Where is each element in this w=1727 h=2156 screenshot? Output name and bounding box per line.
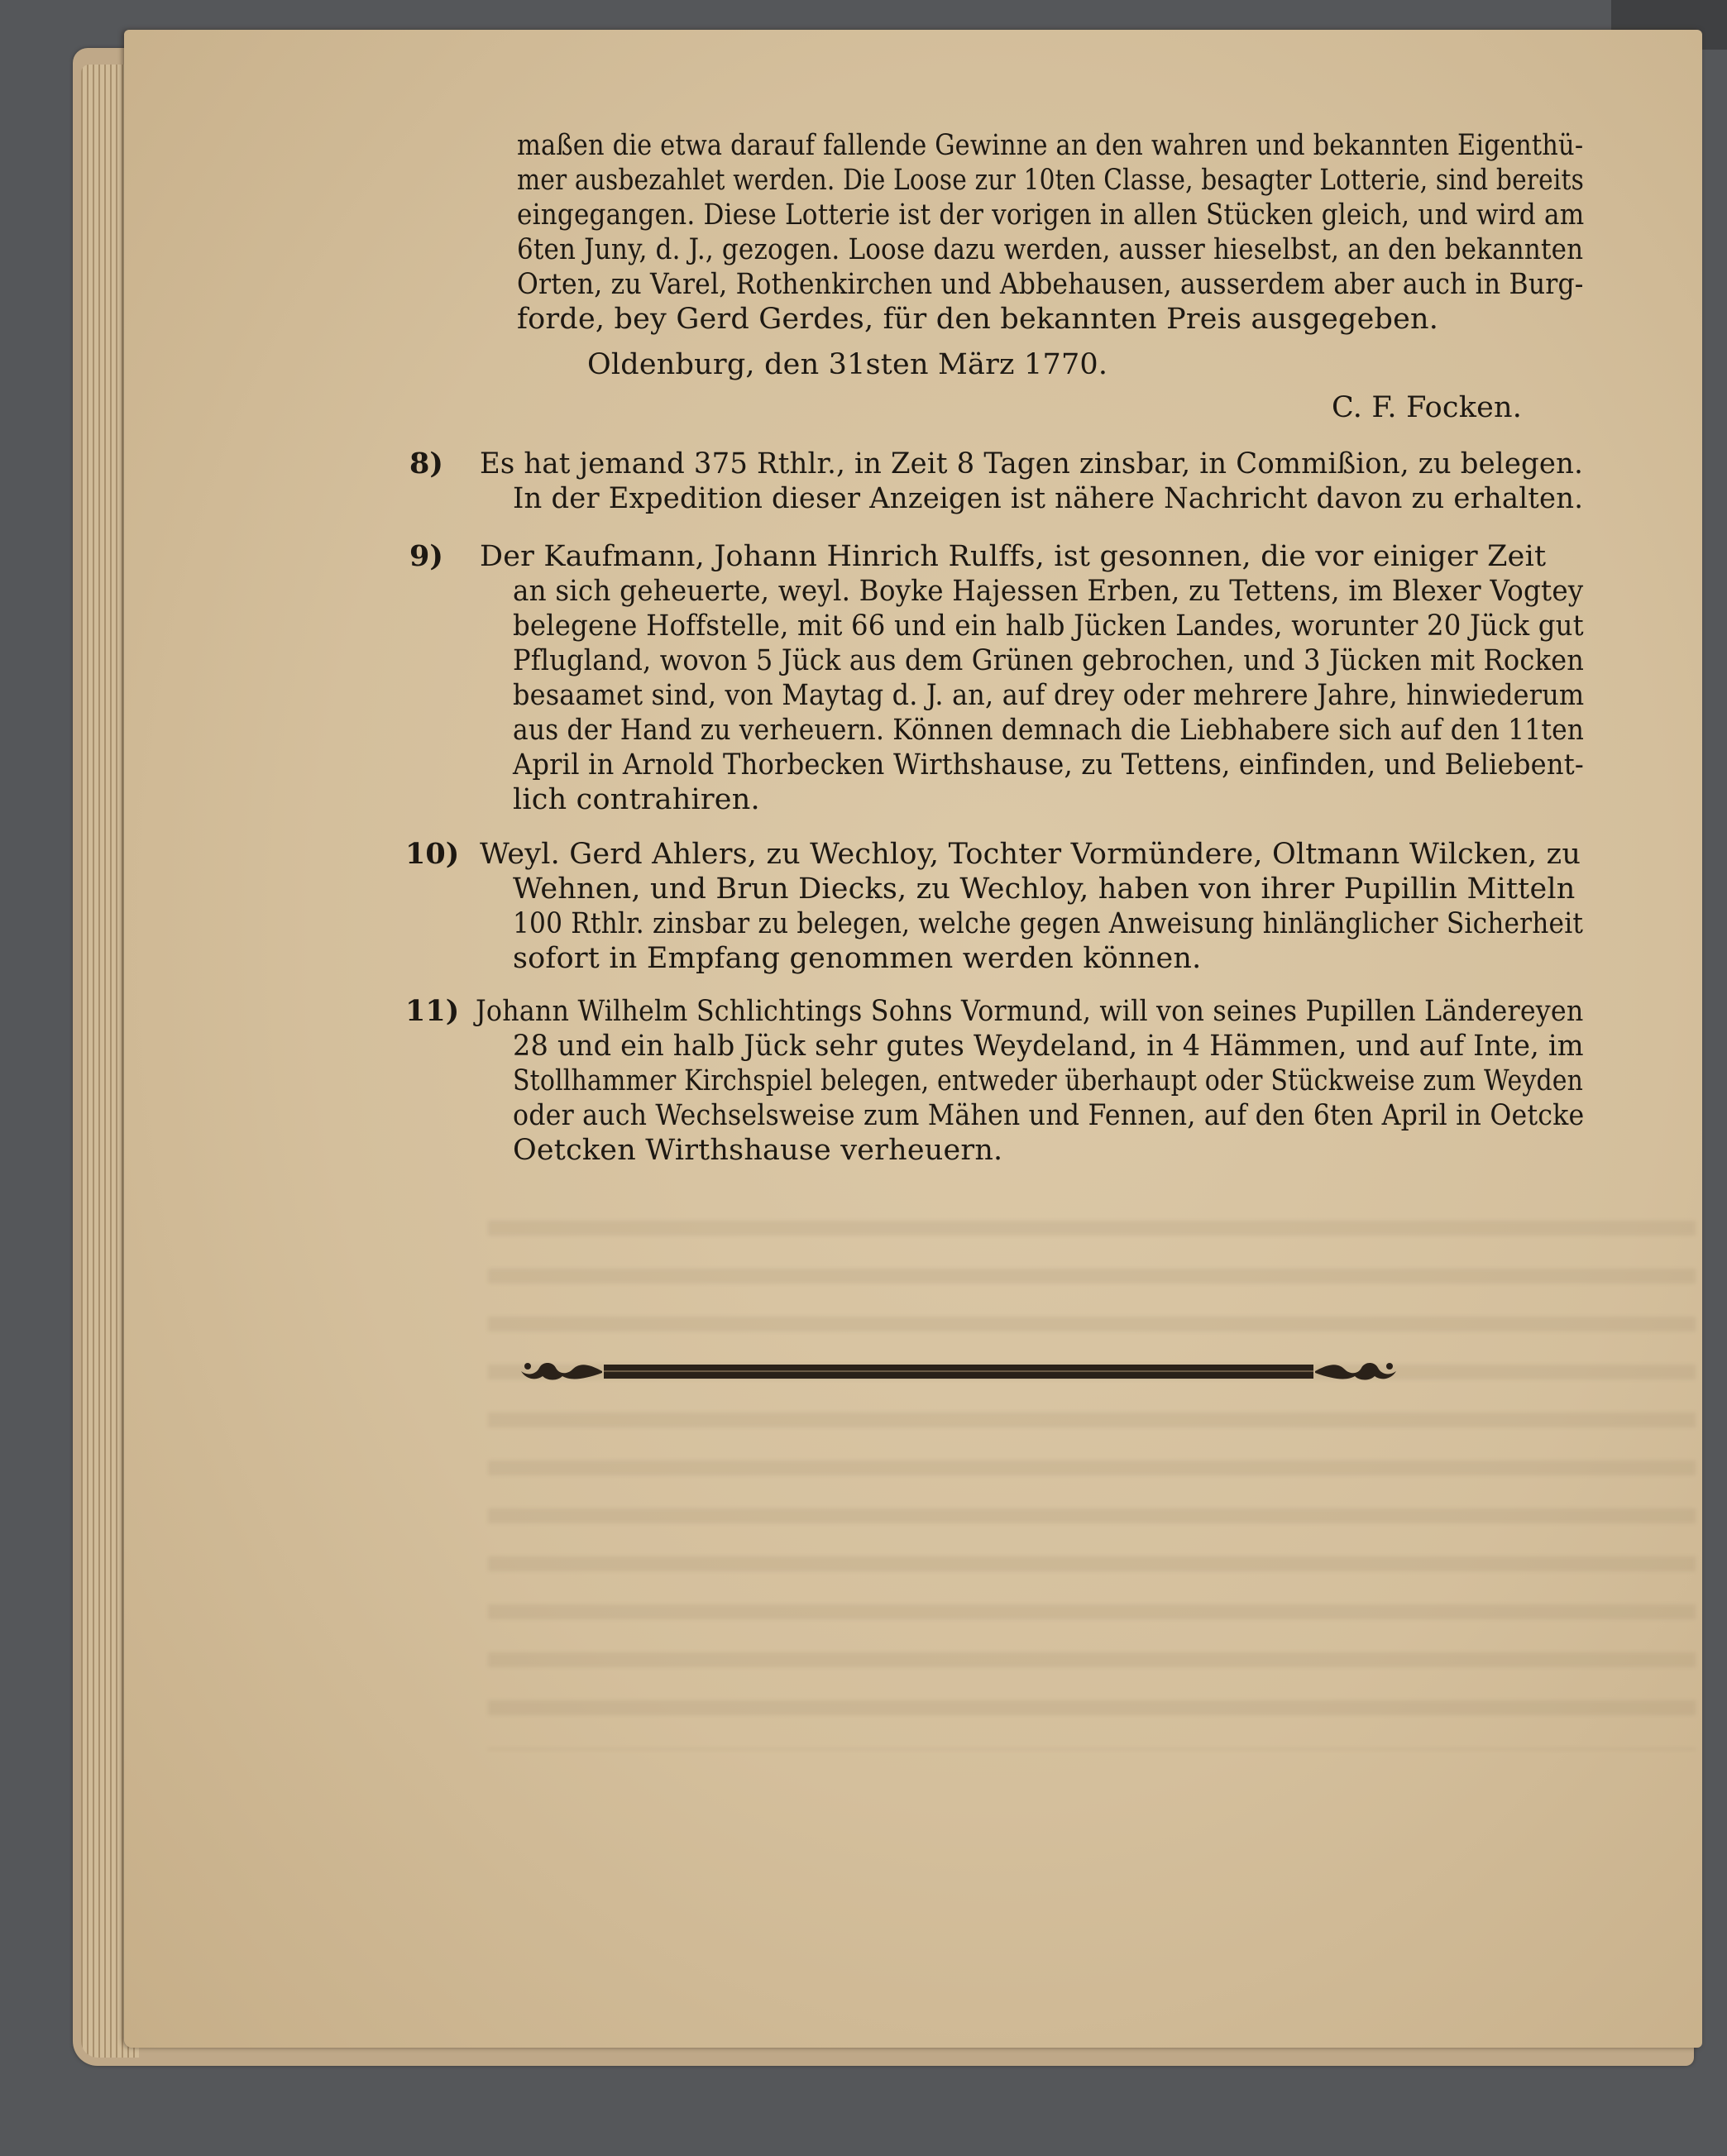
text-line: Weyl. Gerd Ahlers, zu Wechloy, Tochter Vormündere, Oltmann Wilcken, zu bbox=[480, 838, 1581, 871]
text-line: besaamet sind, von Maytag d. J. an, auf drey oder mehrere Jahre, hinwiederum bbox=[513, 679, 1585, 712]
text-line: Johann Wilhelm Schlichtings Sohns Vormund, will von seines Pupillen Ländereyen bbox=[476, 995, 1584, 1028]
text-line: April in Arnold Thorbecken Wirthshause, zu Tettens, einfinden, und Beliebent- bbox=[513, 748, 1584, 782]
text-line: belegene Hoffstelle, mit 66 und ein halb Jücken Landes, worunter 20 Jück gut bbox=[513, 610, 1584, 643]
item-number: 11) bbox=[405, 994, 460, 1028]
dateline: Oldenburg, den 31sten März 1770. bbox=[587, 348, 1108, 381]
text-line: aus der Hand zu verheuern. Können demnach die Liebhabere sich auf den 11ten bbox=[513, 714, 1585, 747]
item-number: 8) bbox=[409, 447, 443, 480]
text-line: Orten, zu Varel, Rothenkirchen und Abbehausen, ausserdem aber auch in Burg- bbox=[517, 268, 1584, 301]
ornamental-rule bbox=[513, 1355, 1404, 1388]
text-line: eingegangen. Diese Lotterie ist der vorigen in allen Stücken gleich, und wird am bbox=[517, 198, 1585, 232]
right-flourish-icon bbox=[1313, 1355, 1404, 1388]
text-line: mer ausbezahlet werden. Die Loose zur 10ten Classe, besagter Lotterie, sind bereits bbox=[517, 164, 1584, 197]
text-line: an sich geheuerte, weyl. Boyke Hajessen Erben, zu Tettens, im Blexer Vogtey bbox=[513, 575, 1584, 608]
text-line: 100 Rthlr. zinsbar zu belegen, welche gegen Anweisung hinlänglicher Sicherheit bbox=[513, 907, 1584, 940]
text-line: sofort in Empfang genommen werden können. bbox=[513, 942, 1202, 975]
text-line: Stollhammer Kirchspiel belegen, entweder überhaupt oder Stückweise zum Weyden bbox=[513, 1064, 1584, 1097]
text-line: Es hat jemand 375 Rthlr., in Zeit 8 Tagen zinsbar, in Commißion, zu belegen. bbox=[480, 447, 1584, 480]
text-line: maßen die etwa darauf fallende Gewinne an den wahren und bekannten Eigenthü- bbox=[517, 129, 1584, 162]
rule-bar bbox=[604, 1365, 1313, 1379]
signature: C. F. Focken. bbox=[1332, 391, 1523, 424]
left-flourish-icon bbox=[513, 1355, 604, 1388]
text-line: Der Kaufmann, Johann Hinrich Rulffs, ist gesonnen, die vor einiger Zeit bbox=[480, 540, 1547, 573]
text-line: Oetcken Wirthshause verheuern. bbox=[513, 1134, 1003, 1167]
text-line: In der Expedition dieser Anzeigen ist nähere Nachricht davon zu erhalten. bbox=[513, 482, 1584, 515]
item-number: 9) bbox=[409, 539, 443, 573]
text-line: 6ten Juny, d. J., gezogen. Loose dazu werden, ausser hieselbst, an den bekannten bbox=[517, 233, 1584, 266]
text-line: Wehnen, und Brun Diecks, zu Wechloy, haben von ihrer Pupillin Mitteln bbox=[513, 872, 1576, 906]
text-line: 28 und ein halb Jück sehr gutes Weydeland, in 4 Hämmen, und auf Inte, im bbox=[513, 1030, 1584, 1063]
item-number: 10) bbox=[405, 837, 460, 871]
text-line: oder auch Wechselsweise zum Mähen und Fennen, auf den 6ten April in Oetcke bbox=[513, 1099, 1585, 1132]
text-line: forde, bey Gerd Gerdes, für den bekannten Preis ausgegeben. bbox=[517, 303, 1439, 336]
text-line: lich contrahiren. bbox=[513, 783, 760, 816]
text-line: Pflugland, wovon 5 Jück aus dem Grünen gebrochen, und 3 Jücken mit Rocken bbox=[513, 644, 1585, 677]
